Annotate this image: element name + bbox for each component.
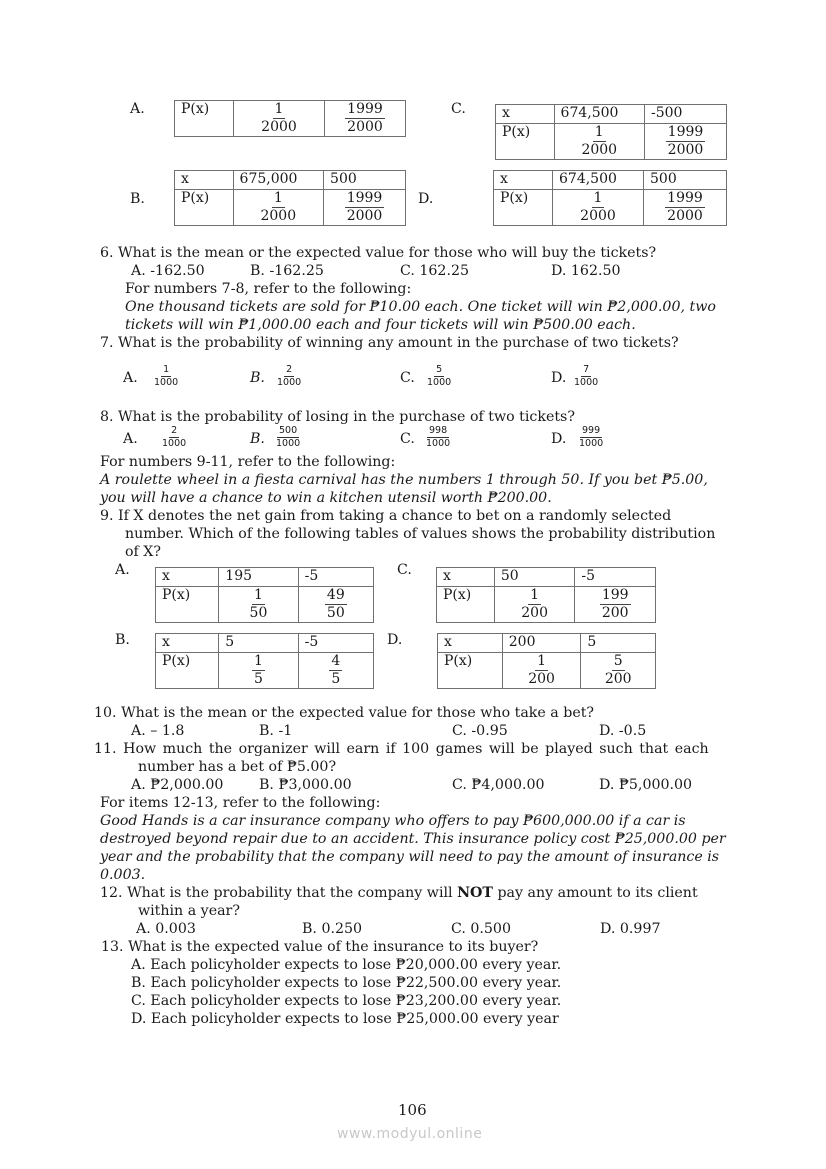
q9-line1: 9. If X denotes the net gain from taking a chance to bet on a randomly selected [100,508,672,524]
q8-choice-d-fraction [577,425,605,450]
q5-option-b-table [174,170,406,226]
fraction-numerator: 1 [274,101,284,117]
q5-option-b-label: B. [130,191,145,207]
q12-question-emphasis: NOT [457,885,493,901]
x-value: 500 [324,171,406,190]
q5-option-c-label: C. [451,101,466,117]
fraction-denominator: 1000 [154,377,179,388]
fraction-denominator: 1000 [162,438,187,449]
x-value: 674,500 [554,105,644,124]
fraction-numerator: 1 [594,124,604,140]
q9-line3: of X? [125,544,162,560]
q10-choice-d: D. -0.5 [599,723,647,739]
watermark: www.modyul.online [337,1126,483,1142]
p-label: P(x) [156,653,219,689]
q10-choice-b: B. -1 [259,723,293,739]
q12-question-suffix: pay any amount to its client [492,885,698,901]
x-value: 195 [219,568,298,587]
q9-option-c-label: C. [397,562,412,578]
q11-choice-b: B. ₱3,000.00 [259,777,352,793]
q6-choice-c: C. 162.25 [400,263,470,279]
intro-12-13-line3: year and the probability that the company will need to pay the amount of insurance is [100,849,720,865]
q5-option-a-table [174,100,406,137]
x-label: x [494,171,553,190]
q7-choice-b-letter: B. [250,370,265,386]
q12-choice-d: D. 0.997 [600,921,661,937]
q8-choice-b-fraction [274,425,302,450]
x-label: x [156,568,219,587]
q9-option-a-label: A. [115,562,130,578]
fraction-denominator: 200 [528,671,555,687]
fraction-denominator: 2000 [667,142,704,158]
x-value: -500 [645,105,727,124]
p-label: P(x) [156,587,219,623]
fraction-numerator: 1 [254,653,263,669]
q9-option-d-table [437,633,656,689]
x-label: x [438,634,503,653]
fraction-numerator: 2 [286,364,293,375]
x-value: -5 [298,634,373,653]
fraction-numerator: 1999 [347,101,383,117]
fraction-denominator: 1000 [426,438,451,449]
fraction-numerator: 199 [601,587,629,603]
x-value: 5 [581,634,656,653]
q11-choice-a: A. ₱2,000.00 [131,777,224,793]
q10-choice-a: A. – 1.8 [131,723,185,739]
fraction-numerator: 49 [326,587,345,603]
q8-question: 8. What is the probability of losing in the purchase of two tickets? [100,409,575,425]
q5-option-c-table [495,104,727,160]
fraction-numerator: 7 [583,364,590,375]
fraction-denominator: 1000 [574,377,599,388]
fraction-denominator: 200 [521,605,548,621]
fraction-numerator: 1 [530,587,540,603]
fraction-denominator: 2000 [667,208,703,224]
x-value: -5 [298,568,373,587]
q5-option-a-label: A. [130,101,145,117]
p-label: P(x) [175,101,234,137]
fraction-numerator: 1 [273,190,283,206]
q7-choice-a-fraction [152,364,180,389]
q13-choice-b: B. Each policyholder expects to lose ₱22,500.00 every year. [131,975,562,991]
q9-option-a-table [155,567,374,623]
fraction-denominator: 2000 [260,208,297,224]
intro-12-13-lead: For items 12-13, refer to the following: [100,795,381,811]
q10-question: 10. What is the mean or the expected value for those who take a bet? [94,705,595,721]
fraction-denominator: 5 [331,671,341,687]
fraction-numerator: 4 [331,653,341,669]
fraction-numerator: 998 [429,425,448,436]
q13-choice-c: C. Each policyholder expects to lose ₱23,200.00 every year. [131,993,562,1009]
x-value: 500 [644,171,727,190]
q7-choice-c-fraction [425,364,453,389]
page-number: 106 [398,1101,427,1119]
q11-line2: number has a bet of ₱5.00? [138,759,337,775]
q6-choice-d: D. 162.50 [551,263,621,279]
q12-choice-b: B. 0.250 [302,921,363,937]
x-value: 200 [502,634,581,653]
fraction-numerator: 2 [171,425,178,436]
q8-choice-d-letter: D. [551,431,567,447]
q12-question-prefix: 12. What is the probability that the company will [100,885,458,901]
q11-choice-c: C. ₱4,000.00 [452,777,545,793]
fraction-denominator: 2000 [581,142,618,158]
fraction-denominator: 1000 [276,438,301,449]
intro-9-11-line1: A roulette wheel in a fiesta carnival has the numbers 1 through 50. If you bet ₱5.00, [100,472,708,488]
fraction-numerator: 999 [582,425,601,436]
intro-12-13-line4: 0.003. [100,867,146,883]
q13-choice-d: D. Each policyholder expects to lose ₱25,000.00 every year [131,1011,559,1027]
fraction-denominator: 50 [249,605,268,621]
q5-option-d-table [493,170,727,226]
q8-choice-b-letter: B. [250,431,265,447]
q12-question [100,884,698,902]
fraction-numerator: 1 [163,364,170,375]
q6-question: 6. What is the mean or the expected value for those who will buy the tickets? [100,245,657,261]
fraction-numerator: 5 [436,364,443,375]
q6-choice-a: A. -162.50 [131,263,205,279]
fraction-denominator: 200 [601,605,629,621]
intro-7-8-lead: For numbers 7-8, refer to the following: [125,281,412,297]
q10-choice-c: C. -0.95 [452,723,508,739]
q9-option-b-table [155,633,374,689]
q7-question: 7. What is the probability of winning any amount in the purchase of two tickets? [100,335,679,351]
x-label: x [156,634,219,653]
q7-choice-d-fraction [572,364,600,389]
intro-9-11-line2: you will have a chance to win a kitchen utensil worth ₱200.00. [100,490,552,506]
fraction-numerator: 1999 [667,190,703,206]
p-label: P(x) [438,653,503,689]
fraction-denominator: 2000 [580,208,616,224]
fraction-denominator: 2000 [347,119,383,135]
intro-7-8-line1: One thousand tickets are sold for ₱10.00 each. One ticket will win ₱2,000.00, two [125,299,716,315]
fraction-numerator: 1999 [346,190,383,206]
q7-choice-d-letter: D. [551,370,567,386]
fraction-denominator: 2000 [346,208,383,224]
q9-option-d-label: D. [387,632,403,648]
q6-choice-b: B. -162.25 [250,263,324,279]
q7-choice-c-letter: C. [400,370,415,386]
q8-choice-a-fraction [160,425,188,450]
x-value: -5 [575,568,656,587]
fraction-numerator: 1999 [667,124,704,140]
fraction-denominator: 1000 [277,377,302,388]
intro-12-13-line2: destroyed beyond repair due to an accident. This insurance policy cost ₱25,000.00 per [100,831,726,847]
fraction-denominator: 200 [604,671,632,687]
q11-choice-d: D. ₱5,000.00 [599,777,693,793]
q12-line2: within a year? [138,903,240,919]
q12-choice-c: C. 0.500 [451,921,511,937]
q9-option-b-label: B. [115,632,130,648]
fraction-denominator: 1000 [579,438,604,449]
fraction-numerator: 1 [537,653,547,669]
x-label: x [496,105,555,124]
p-label: P(x) [175,190,234,226]
q9-line2: number. Which of the following tables of values shows the probability distribution [125,526,716,542]
x-value: 675,000 [233,171,323,190]
fraction-numerator: 500 [279,425,298,436]
q8-choice-c-letter: C. [400,431,415,447]
q8-choice-c-fraction [424,425,452,450]
fraction-numerator: 5 [613,653,623,669]
q7-choice-a-letter: A. [123,370,138,386]
q9-option-c-table [436,567,656,623]
q7-choice-b-fraction [275,364,303,389]
p-label: P(x) [494,190,553,226]
fraction-numerator: 1 [254,587,263,603]
q13-choice-a: A. Each policyholder expects to lose ₱20,000.00 every year. [131,957,562,973]
fraction-denominator: 50 [326,605,345,621]
x-value: 5 [219,634,298,653]
q12-choice-a: A. 0.003 [136,921,196,937]
p-label: P(x) [437,587,495,623]
q13-question: 13. What is the expected value of the insurance to its buyer? [101,939,539,955]
p-label: P(x) [496,124,555,160]
q5-option-d-label: D. [418,191,434,207]
fraction-denominator: 5 [254,671,263,687]
x-value: 674,500 [553,171,644,190]
intro-9-11-lead: For numbers 9-11, refer to the following: [100,454,396,470]
x-label: x [437,568,495,587]
fraction-denominator: 1000 [427,377,452,388]
intro-12-13-line1: Good Hands is a car insurance company who offers to pay ₱600,000.00 if a car is [100,813,686,829]
intro-7-8-line2: tickets will win ₱1,000.00 each and four tickets will win ₱500.00 each. [125,317,636,333]
x-value: 50 [494,568,575,587]
q11-line1: 11. How much the organizer will earn if 100 games will be played such that each [94,741,709,757]
q8-choice-a-letter: A. [123,431,138,447]
fraction-numerator: 1 [593,190,603,206]
fraction-denominator: 2000 [261,119,297,135]
x-label: x [175,171,234,190]
